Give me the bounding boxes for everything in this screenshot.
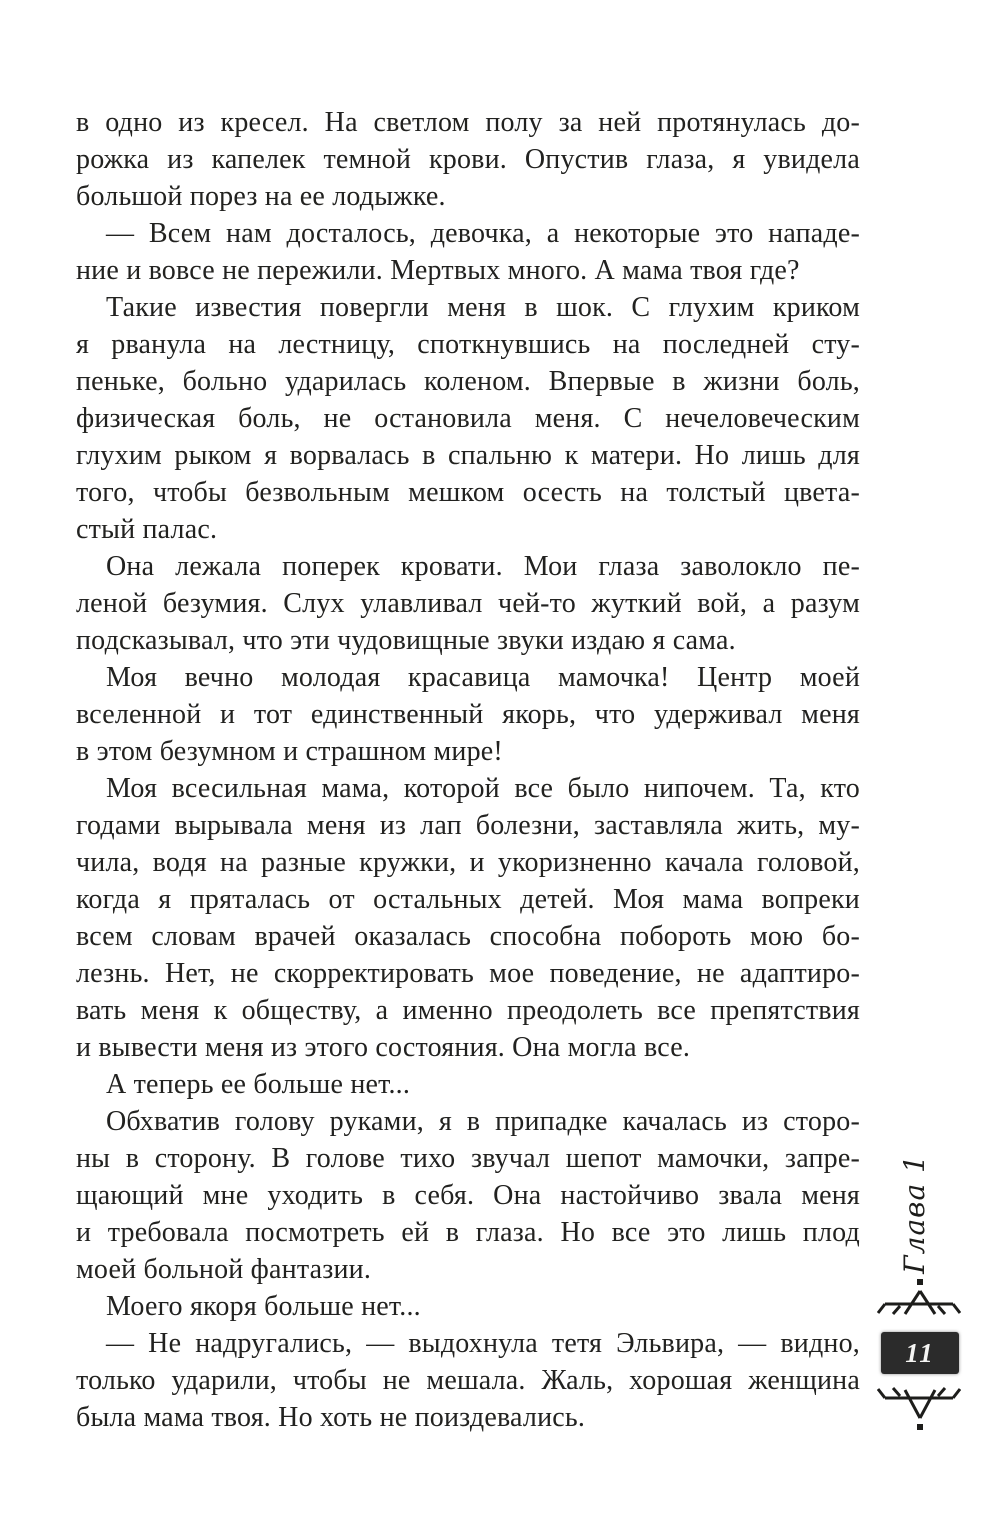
text-line: Такие известия повергли меня в шок. С глухим криком <box>106 292 860 323</box>
text-line: большой порез на ее лодыжке. <box>76 181 446 212</box>
ornament-bottom-icon <box>877 1387 961 1431</box>
text-block <box>76 104 860 1436</box>
chapter-marker: Глава 1 <box>898 1154 931 1274</box>
ornament-top-icon <box>877 1279 961 1317</box>
text-line: Моя всесильная мама, которой все было нипочем. Та, кто <box>106 773 860 804</box>
text-line: и вывести меня из этого состояния. Она могла все. <box>76 1032 691 1063</box>
text-line: ние и вовсе не пережили. Мертвых много. А мама твоя где? <box>76 255 800 286</box>
text-line: стый палас. <box>76 514 218 545</box>
text-line: годами вырывала меня из лап болезни, заставляла жить, му- <box>76 810 860 841</box>
text-line: ны в сторону. В голове тихо звучал шепот мамочки, запре- <box>76 1143 860 1174</box>
page-number-badge <box>881 1332 959 1374</box>
text-line: — Не надругались, — выдохнула тетя Эльвира, — видно, <box>106 1328 860 1359</box>
text-line: Моего якоря больше нет... <box>106 1291 421 1322</box>
text-line: вать меня к обществу, а именно преодолеть все препятствия <box>76 995 860 1026</box>
text-line: рожка из капелек темной крови. Опустив глаза, я увидела <box>76 144 860 175</box>
page-number: 11 <box>905 1337 935 1368</box>
text-line: я рванула на лестницу, споткнувшись на последней сту- <box>76 329 860 360</box>
text-line: глухим рыком я ворвалась в спальню к матери. Но лишь для <box>76 440 860 471</box>
text-line: и требовала посмотреть ей в глаза. Но все это лишь плод <box>76 1217 860 1248</box>
text-line: моей больной фантазии. <box>76 1254 372 1285</box>
text-line: пеньке, больно ударилась коленом. Впервые в жизни боль, <box>76 366 860 397</box>
text-line: А теперь ее больше нет... <box>106 1069 411 1100</box>
text-line: когда я пряталась от остальных детей. Моя мама вопреки <box>76 884 860 915</box>
text-line: была мама твоя. Но хоть не поиздевались. <box>76 1402 586 1433</box>
text-line: в одно из кресел. На светлом полу за ней протянулась до- <box>76 107 860 138</box>
text-line: подсказывал, что эти чудовищные звуки издаю я сама. <box>76 625 736 656</box>
text-line: в этом безумном и страшном мире! <box>76 736 503 767</box>
text-line: вселенной и тот единственный якорь, что удерживал меня <box>76 699 860 730</box>
text-line: Она лежала поперек кровати. Мои глаза заволокло пе- <box>106 551 860 582</box>
text-line: лезнь. Нет, не скорректировать мое поведение, не адаптиро- <box>76 958 860 989</box>
text-line: Моя вечно молодая красавица мамочка! Центр моей <box>106 662 860 693</box>
text-line: только ударили, чтобы не мешала. Жаль, хорошая женщина <box>76 1365 860 1396</box>
text-line: — Всем нам досталось, девочка, а некоторые это нападе- <box>106 218 860 249</box>
text-line: Обхватив голову руками, я в припадке качалась из сторо- <box>106 1106 860 1137</box>
text-line: чила, водя на разные кружки, и укоризненно качала головой, <box>76 847 860 878</box>
text-line: всем словам врачей оказалась способна побороть мою бо- <box>76 921 860 952</box>
text-line: физическая боль, не остановила меня. С нечеловеческим <box>76 403 860 434</box>
text-line: щающий мне уходить в себя. Она настойчиво звала меня <box>76 1180 860 1211</box>
text-line: того, чтобы безвольным мешком осесть на толстый цвета- <box>76 477 860 508</box>
text-line: леной безумия. Слух улавливал чей-то жуткий вой, а разум <box>76 588 860 619</box>
